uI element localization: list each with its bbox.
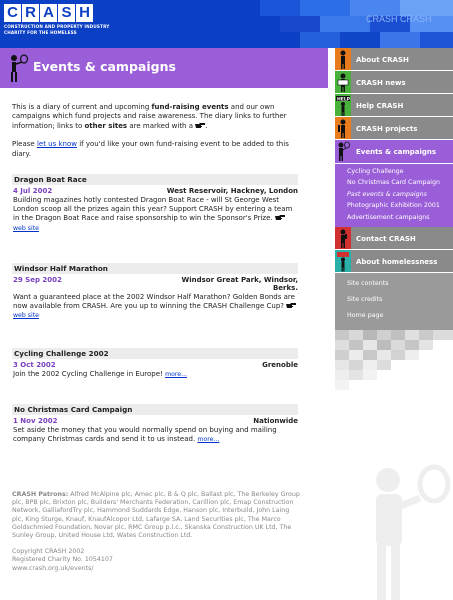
- submenu-item-advertisement-campaigns[interactable]: Advertisement campaigns: [347, 213, 430, 221]
- patrons-text: Alfred McAlpine plc, Amec plc, B & Q plc, Ballast plc, The Berkeley Group plc, BPB plc, Brixton plc, Builders' Merchants Federation, Carillion plc, Emap Construction Network, GalliafordTry plc, Hammond Suddards Edge, Hanson plc, Interbuild, John Laing plc, King Sturge, Knauf, KnaufAlcopor Ltd, Lafarge SA, Land Securities plc, The Marco Goldschmied Foundation, Novar plc, RMC Group p.l.c., Skanska Construction UK Ltd, The Sunley Group, United House Ltd, Wates Construction Ltd.: [12, 491, 300, 540]
- sidebar-nav: [335, 48, 453, 331]
- logo-letter: S: [58, 4, 75, 22]
- event-text: Join the 2002 Cycling Challenge in Europe!: [13, 370, 163, 379]
- event-title: Windsor Half Marathon: [12, 263, 298, 274]
- pointing-hand-icon: [195, 123, 205, 129]
- intro-text: are marked with a: [127, 121, 196, 130]
- intro-bold: fund-raising events: [151, 103, 229, 111]
- site-header: [0, 0, 453, 48]
- events-icon: [335, 140, 351, 162]
- event-description: [12, 293, 298, 321]
- contact-icon: [335, 227, 351, 249]
- event-more-link[interactable]: more...: [165, 371, 188, 379]
- events-submenu: [335, 164, 453, 227]
- event-description: [12, 370, 298, 379]
- event-meta: [12, 185, 298, 195]
- nav-label: Events & campaigns: [356, 148, 437, 156]
- page-footer: [12, 491, 302, 573]
- nav-item-help-crash[interactable]: [335, 94, 453, 117]
- site-logo[interactable]: [4, 4, 109, 35]
- patrons-label: CRASH Patrons:: [12, 491, 69, 498]
- nav-link-site-contents[interactable]: Site contents: [347, 279, 389, 287]
- event-title: No Christmas Card Campaign: [12, 404, 298, 415]
- event-title: Cycling Challenge 2002: [12, 348, 298, 359]
- event-description: [12, 196, 298, 233]
- logo-letter: H: [76, 4, 93, 22]
- copyright: Copyright CRASH 2002: [12, 548, 85, 556]
- event-date: 4 Jul 2002: [13, 187, 53, 196]
- submenu-item-no-christmas-card[interactable]: No Christmas Card Campaign: [347, 179, 441, 187]
- event-description: [12, 426, 298, 444]
- main-content: [12, 103, 298, 444]
- submenu-item-cycling-challenge[interactable]: Cycling Challenge: [347, 168, 404, 175]
- nav-link-home-page[interactable]: Home page: [347, 311, 384, 319]
- page-title: Events & campaigns: [33, 59, 176, 74]
- person-balloon-watermark: [358, 458, 453, 600]
- event-meta: [12, 359, 298, 369]
- news-icon: [335, 71, 351, 93]
- logo-letter: A: [40, 4, 57, 22]
- nav-label: Contact CRASH: [356, 234, 416, 243]
- event-location: West Reservoir, Hackney, London: [166, 187, 298, 196]
- event-location: Windsor Great Park, Windsor, Berks.: [181, 275, 298, 292]
- event-date: 1 Nov 2002: [13, 416, 58, 425]
- svg-text:HELP: HELP: [337, 97, 351, 103]
- event-text: Want a guaranteed place at the 2002 Windsor Half Marathon? Golden Bonds are now available from CRASH. Are you up to winning the CRASH Challenge Cup?: [13, 292, 295, 311]
- help-icon: [335, 94, 351, 116]
- event-meta: [12, 274, 298, 292]
- secondary-nav: [335, 273, 453, 331]
- header-watermark: CRASH CRASH: [366, 14, 432, 24]
- patrons-list: [12, 491, 302, 540]
- nav-item-about-homelessness[interactable]: [335, 250, 453, 273]
- person-balloon-icon: [7, 53, 29, 84]
- about-icon: [335, 48, 351, 70]
- event-date: 3 Oct 2002: [13, 361, 56, 370]
- page-url: www.crash.org.uk/events/: [12, 564, 94, 572]
- event-more-link[interactable]: more...: [197, 435, 220, 443]
- nav-item-contact-crash[interactable]: [335, 227, 453, 250]
- nav-label: Help CRASH: [356, 102, 404, 110]
- event-text: Building magazines hotly contested Dragon Boat Race - will St George West London scoop all the prizes again this year? Support CRASH by entering a team in the Dragon Boat Race and raise sponsorship to win the Sponsor's Prize.: [13, 196, 293, 223]
- nav-label: CRASH news: [356, 79, 406, 87]
- logo-tagline: [4, 24, 109, 35]
- event-location: Grenoble: [262, 361, 298, 370]
- event-text: Set aside the money that you would normally spend on buying and mailing company Christmas cards and send it to us instead.: [13, 425, 277, 443]
- pointing-hand-icon: [275, 215, 285, 221]
- nav-item-about-crash[interactable]: [335, 48, 453, 71]
- event-title: Dragon Boat Race: [12, 174, 298, 185]
- let-us-know-link[interactable]: let us know: [36, 140, 77, 149]
- contact-paragraph: [12, 140, 298, 159]
- nav-item-crash-projects[interactable]: [335, 117, 453, 140]
- event-cycling-challenge: [12, 348, 298, 379]
- event-web-site-link[interactable]: web site: [13, 224, 39, 232]
- logo-wordmark: [4, 4, 109, 22]
- intro-text: if you'd like your own fund-raising event to be added to this diary.: [12, 140, 289, 158]
- event-windsor-half-marathon: [12, 263, 298, 321]
- intro-bold: other sites: [84, 121, 128, 130]
- logo-letter: R: [22, 4, 39, 22]
- intro-text: and our own campaigns which fund projects and raise awareness. The diary links to further information; links to: [12, 103, 287, 130]
- event-location: Nationwide: [253, 416, 298, 425]
- submenu-item-past-events[interactable]: Past events & campaigns: [347, 190, 427, 198]
- intro-paragraph: This is a diary of current and upcoming fund-raising events and our own campaigns which fund projects and raise awareness. The diary links to further information; links to other sites are marked with a .: [12, 103, 287, 130]
- event-dragon-boat: [12, 174, 298, 233]
- nav-link-site-credits[interactable]: Site credits: [347, 295, 383, 303]
- event-date: 29 Sep 2002: [13, 275, 62, 284]
- nav-label: About CRASH: [356, 56, 409, 64]
- submenu-item-photographic-exhibition[interactable]: Photographic Exhibition 2001: [347, 202, 440, 210]
- nav-item-events-campaigns[interactable]: [335, 140, 453, 164]
- intro-text: Please: [12, 140, 37, 149]
- intro-text: This is a diary of current and upcoming: [12, 103, 152, 111]
- page-title-bar: [0, 48, 328, 88]
- event-meta: [12, 415, 298, 425]
- nav-label: CRASH projects: [356, 125, 418, 133]
- logo-letter: C: [4, 4, 21, 22]
- sidebar-mosaic-decoration: [335, 330, 453, 390]
- projects-icon: [335, 117, 351, 139]
- nav-label: About homelessness: [356, 257, 438, 266]
- pointing-hand-icon: [286, 303, 296, 309]
- nav-item-crash-news[interactable]: [335, 71, 453, 94]
- charity-number: Registered Charity No. 1054107: [12, 556, 113, 564]
- tagline-line-2: CHARITY FOR THE HOMELESS: [4, 29, 77, 35]
- event-web-site-link[interactable]: web site: [13, 312, 39, 320]
- homelessness-icon: [335, 250, 351, 272]
- event-no-christmas-card: [12, 404, 298, 444]
- tagline-line-1: CONSTRUCTION AND PROPERTY INDUSTRY: [4, 24, 110, 29]
